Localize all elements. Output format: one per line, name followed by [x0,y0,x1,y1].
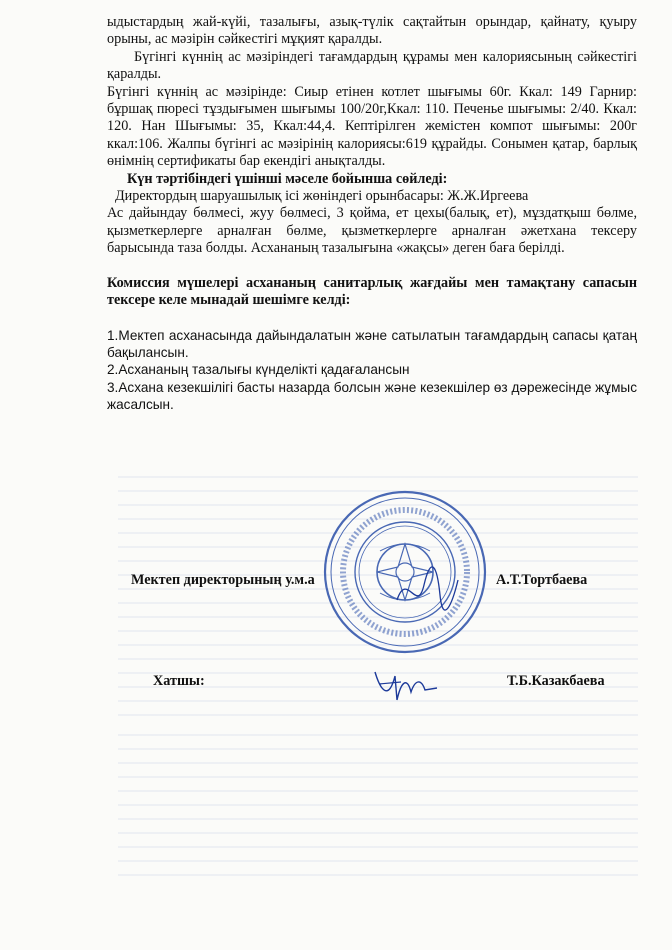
director-name: А.Т.Тортбаева [496,572,588,588]
commission-decision-heading: Комиссия мүшелері асхананың санитарлық жағдайы мен тамақтану сапасын тексере келе мынадай шешімге келді: [107,274,637,309]
paragraph-menu-details: Бүгінгі күннің ас мәзірінде: Сиыр етінен котлет шығымы 60г. Ккал: 149 Гарнир: бұршақ пюресі тұздығымен шығымы 100/20г,Ккал: 110. Печенье шығымы: 2/40. Ккал: 120. Нан Шығымы: 35, Ккал:44,4. Кептірілген жемістен компот шығымы: 200г ккал:106. Жалпы бүгінгі ас мәзірінің калориясы:619 құрайды. Сонымен қатар, барлық өнімнің сертификаты бар екендігі анықталды. [107,83,637,170]
decision-item-2: 2.Асхананың тазалығы күнделікті қадағалансын [107,362,410,378]
agenda-item-heading: Күн тәртібіндегі үшінші мәселе бойынша сөйледі: [127,170,448,187]
secretary-label: Хатшы: [153,673,205,689]
decision-item-3: 3.Асхана кезекшілігі басты назарда болсын және кезекшілер өз дәрежесінде жұмыс жасалсын. [107,379,637,413]
director-signature-icon [392,560,462,620]
director-label: Мектеп директорының у.м.а [131,572,315,588]
paragraph-menu-check: Бүгінгі күннің ас мәзіріндегі тағамдардың құрамы мен калориясының сәйкестігі қаралды. [107,48,637,83]
paragraph-facilities: Ас дайындау бөлмесі, жуу бөлмесі, 3 қойма, ет цехы(балық, ет), мұздатқыш бөлме, қызметкерлерге арналған бөлме, қызметкерлерге арналған әжетхана тексеру барысында таза болды. Асхананың тазалығына «жақсы» деген баға берілді. [107,205,637,257]
secretary-signature-icon [371,662,441,707]
document-body [107,0,637,414]
bleed-through-block-2 [118,728,638,878]
speaker-line: Директордың шаруашылық ісі жөніндегі орынбасары: Ж.Ж.Иргеева [115,188,529,205]
secretary-name: Т.Б.Казакбаева [507,673,605,689]
decision-item-1: 1.Мектеп асханасында дайындалатын және сатылатын тағамдардың сапасы қатаң бақылансын. [107,327,637,360]
paragraph-inspection: ыдыстардың жай-күйі, тазалығы, азық-түлік сақтайтын орындар, қайнату, қуыру орыны, ас мәзірін сәйкестігі мұқият қаралды. [107,14,637,48]
